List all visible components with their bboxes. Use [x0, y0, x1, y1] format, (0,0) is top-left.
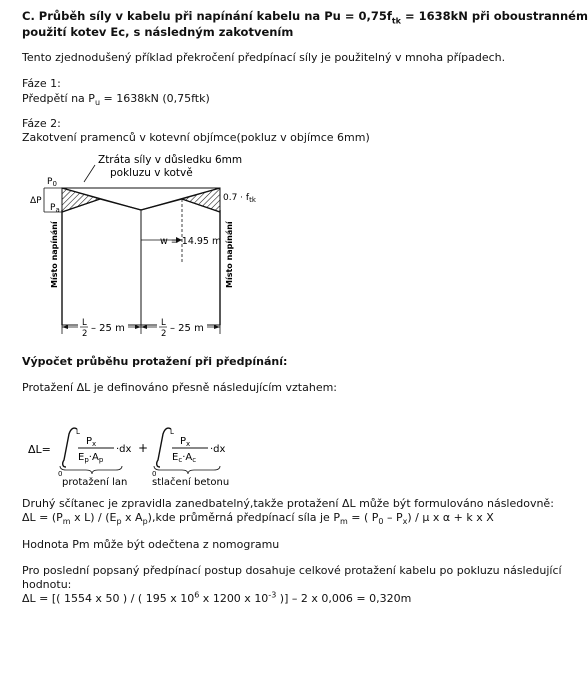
term1-denominator: $E_p\cdot A_p$	[78, 452, 104, 464]
integral-2	[157, 428, 171, 467]
para3-line1: Pro poslední popsaný předpínací postup dosahuje celkové protažení kabelu po pokluzu následující	[22, 564, 562, 577]
right-loss-region	[182, 188, 220, 212]
svg-text:L: L	[170, 428, 174, 436]
phase2-text: Zakotvení pramenců v kotevní objímce(pokluz v objímce 6mm)	[22, 131, 370, 144]
annotation-line-1: Ztráta síly v důsledku 6mm	[98, 154, 243, 166]
dim-right-frac-den: 2	[161, 329, 167, 339]
para1-line1: Druhý sčítanec je zpravidla zanedbatelný,takže protažení ΔL může být formulováno následovně:	[22, 497, 554, 510]
para2: Hodnota Pm může být odečtena z nomogramu	[22, 538, 280, 551]
title-line-1: C. Průběh síly v kabelu při napínání kabelu na $Pu = 0,75f_{tk} = 1638kN$ při oboustranném	[22, 9, 588, 26]
annotation-leader	[84, 165, 95, 182]
title-line-2: použití kotev Ec, s následným zakotvením	[22, 25, 294, 39]
pa-label: $P_a$	[50, 203, 60, 214]
left-loss-region	[62, 188, 100, 212]
term2-numerator: $P_x$	[180, 436, 191, 448]
phase1-heading: Fáze 1:	[22, 77, 61, 90]
phase2-heading: Fáze 2:	[22, 117, 61, 130]
brace-2	[154, 466, 220, 474]
para3-line2: hodnotu:	[22, 578, 72, 591]
svg-text:·dx: ·dx	[116, 444, 132, 455]
para1-line2: $\Delta L = (P_m$ x $L) / (E_p$ x $A_p),kde$ průměrná předpínací síla je $P_m$ = ( $P_0 - P_x$) / μ x α + k x X	[22, 511, 494, 527]
term1-numerator: $P_x$	[86, 436, 97, 448]
svg-text:L: L	[76, 428, 80, 436]
brace-1	[60, 466, 122, 474]
label-tendon-elongation: protažení lan	[62, 477, 128, 488]
annotation-line-2: pokluzu v kotvě	[110, 167, 193, 179]
dim-right-frac-num: L	[161, 318, 166, 328]
p0-label: $P_0$	[47, 177, 57, 188]
force-diagram	[0, 148, 300, 343]
formula-delta-l: ΔL=	[28, 443, 51, 456]
integral-1	[63, 428, 77, 467]
dim-left-frac-den: 2	[82, 329, 88, 339]
elongation-formula	[22, 420, 262, 488]
intro-text: Tento zjednodušený příklad překročení předpínací síly je použitelný v mnoha případech.	[22, 51, 506, 64]
dim-right-text: – 25 m	[170, 323, 204, 334]
right-tension-label: Místo napínání	[225, 221, 234, 288]
svg-text:·dx: ·dx	[210, 444, 226, 455]
section2-title: Výpočet průběhu protažení při předpínání:	[22, 355, 288, 368]
dim-left-text: – 25 m	[91, 323, 125, 334]
formula-plus: +	[138, 441, 149, 455]
label-concrete-compression: stlačení betonu	[152, 477, 230, 488]
left-tension-label: Místo napínání	[50, 221, 59, 288]
section2-intro: Protažení ΔL je definováno přesně následujícím vztahem:	[22, 381, 338, 394]
term2-denominator: $E_c\cdot A_c$	[172, 452, 197, 464]
phase1-text: Předpětí na $P_u = 1638kN$ (0,75ftk)	[22, 92, 210, 108]
right-force-label: $0.7 \cdot f_{tk}$	[223, 193, 256, 204]
w-label: w = 14.95 m	[160, 236, 222, 247]
svg-text:0: 0	[58, 470, 63, 478]
final-result: ΔL = [( 1554 x 50 ) / ( 195 x $10^6$ x 1200 x $10^{-3}$ )] – 2 x 0,006 = 0,320m	[22, 590, 412, 605]
svg-text:0: 0	[152, 470, 157, 478]
delta-p-label: ΔP	[30, 196, 42, 206]
dim-left-frac-num: L	[82, 318, 87, 328]
